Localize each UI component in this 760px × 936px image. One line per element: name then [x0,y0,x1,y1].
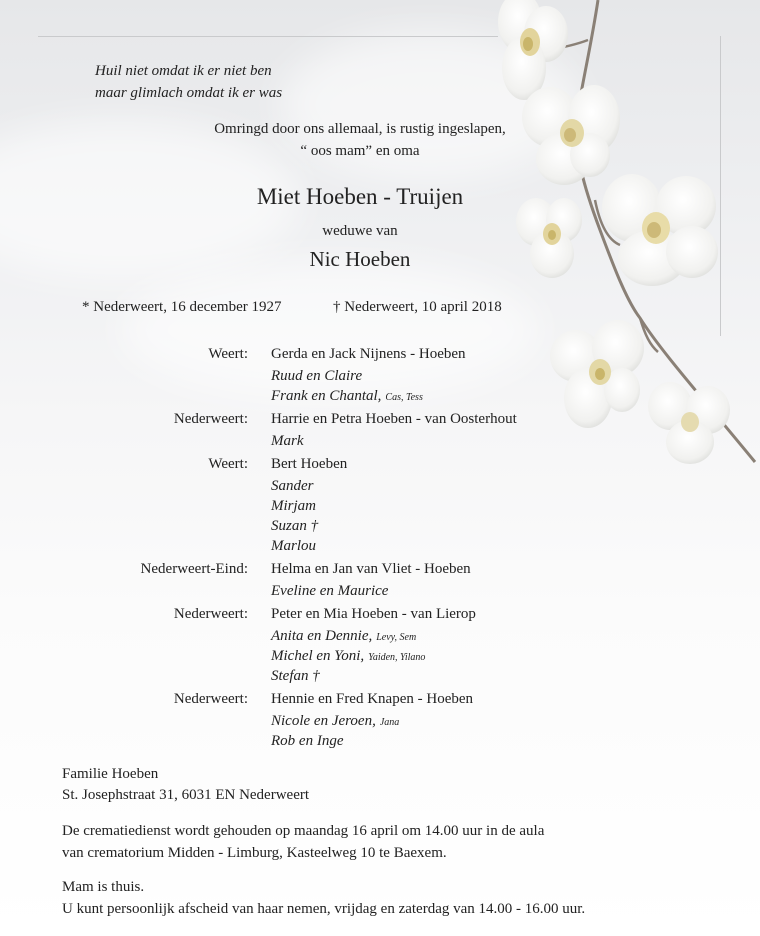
grandchild-line [271,538,316,555]
grandchild-names: Rob en Inge [271,733,344,749]
great-grandchild-names: Levy, Sem [376,632,417,643]
great-grandchild-names: Yaiden, Yilano [368,652,426,663]
family-address [62,764,309,806]
husband-name: Nic Hoeben [309,247,411,271]
visit-line: Mam is thuis. [62,879,145,895]
grandchild-names: Eveline en Maurice [271,583,389,599]
grandchild-names: Marlou [271,538,316,554]
grandchild-names: Michel en Yoni, [271,648,365,664]
family-place: Weert: [208,456,248,472]
family-place: Weert: [208,346,248,362]
poem-line: Huil niet omdat ik er niet ben [95,63,272,79]
grandchild-names: Nicole en Jeroen, [271,713,376,729]
grandchild-line [271,478,314,495]
intro-text [150,118,570,162]
service-line: van crematorium Midden - Limburg, Kasteelweg 10 te Baexem. [62,845,447,861]
family-names: Harrie en Petra Hoeben - van Oosterhout [271,411,517,427]
grandchild-names: Frank en Chantal, [271,388,382,404]
grandchild-names: Mirjam [271,498,316,514]
grandchild-line [271,583,388,600]
grandchild-line [271,498,316,515]
grandchild-line [271,733,343,750]
grandchild-line [271,628,416,645]
poem-line: maar glimlach omdat ik er was [95,85,283,101]
family-place: Nederweert-Eind: [140,561,248,577]
family-names: Peter en Mia Hoeben - van Lierop [271,606,476,622]
widow-of-label: weduwe van [322,223,398,239]
grandchild-line [271,433,304,450]
service-info [62,820,544,864]
family-place: Nederweert: [173,691,248,707]
family-names: Helma en Jan van Vliet - Hoeben [271,561,471,577]
address-line: Familie Hoeben [62,766,159,782]
grandchild-names: Sander [271,478,314,494]
family-names: Bert Hoeben [271,456,348,472]
grandchild-line [271,668,320,685]
death-date: † Nederweert, 10 april 2018 [333,299,502,315]
visit-info [62,876,585,920]
grandchild-line [271,388,423,405]
grandchild-names: Mark [271,433,304,449]
great-grandchild-names: Jana [379,717,400,728]
visit-line: U kunt persoonlijk afscheid van haar nemen, vrijdag en zaterdag van 14.00 - 16.00 uur. [62,901,586,917]
deceased-name: Miet Hoeben - Truijen [256,184,464,209]
family-names: Hennie en Fred Knapen - Hoeben [271,691,474,707]
poem [95,60,282,104]
family-place: Nederweert: [173,411,248,427]
family-names: Gerda en Jack Nijnens - Hoeben [271,346,466,362]
grandchild-line [271,713,399,730]
grandchild-names: Suzan † [271,518,319,534]
grandchild-names: Ruud en Claire [271,368,363,384]
grandchild-names: Stefan † [271,668,320,684]
grandchild-line [271,518,318,535]
intro-line: “ oos mam” en oma [300,143,420,159]
grandchild-line [271,648,425,665]
family-place: Nederweert: [173,606,248,622]
grandchild-line [271,368,362,385]
address-line: St. Josephstraat 31, 6031 EN Nederweert [62,787,310,803]
grandchild-names: Anita en Dennie, [271,628,373,644]
birth-date: * Nederweert, 16 december 1927 [82,299,282,315]
great-grandchild-names: Cas, Tess [385,392,423,403]
service-line: De crematiedienst wordt gehouden op maandag 16 april om 14.00 uur in de aula [62,823,545,839]
intro-line: Omringd door ons allemaal, is rustig ingeslapen, [214,121,506,137]
